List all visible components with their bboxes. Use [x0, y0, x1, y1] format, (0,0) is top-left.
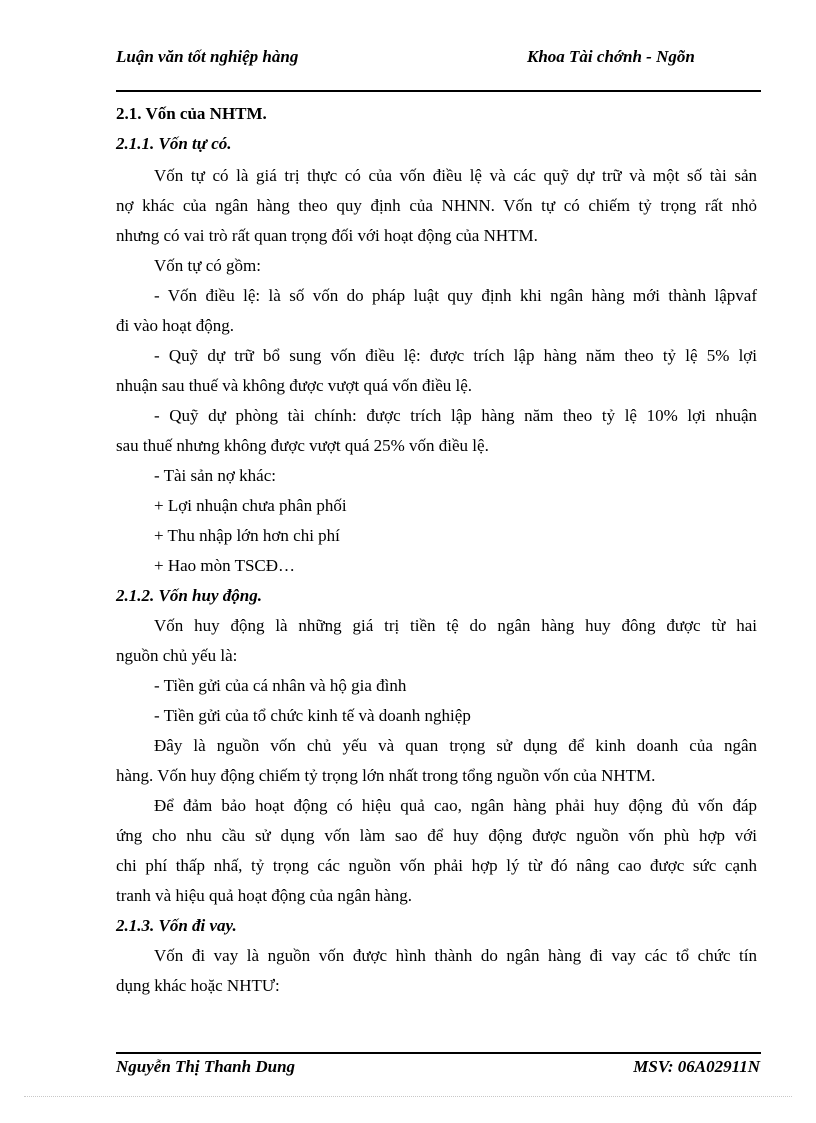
- paragraph-line: Đây là nguồn vốn chủ yếu và quan trọng sử dụng để kinh doanh của ngân: [154, 736, 757, 755]
- paragraph-line: nợ khác của ngân hàng theo quy định của NHNN. Vốn tự có chiếm tỷ trọng rất nhỏ: [116, 196, 757, 215]
- subsection-heading-2-1-1: 2.1.1. Vốn tự có.: [116, 134, 232, 153]
- paragraph-line: ứng cho nhu cầu sử dụng vốn làm sao để huy động được nguồn vốn phù hợp với: [116, 826, 757, 845]
- header-thesis-title: Luận văn tốt nghiệp hàng: [116, 47, 299, 66]
- paragraph-line: Vốn đi vay là nguồn vốn được hình thành do ngân hàng đi vay các tổ chức tín: [154, 946, 757, 965]
- page-header: [116, 46, 761, 90]
- paragraph-line: dụng khác hoặc NHTƯ:: [116, 976, 280, 995]
- list-item-line: + Thu nhập lớn hơn chi phí: [154, 526, 340, 545]
- list-item-line: - Quỹ dự trữ bổ sung vốn điều lệ: được trích lập hàng năm theo tỷ lệ 5% lợi: [154, 346, 757, 365]
- header-faculty: Khoa Tài chớnh - Ngõn: [527, 47, 695, 66]
- subsection-heading-2-1-3: 2.1.3. Vốn đi vay.: [116, 916, 237, 935]
- subsection-heading-2-1-2: 2.1.2. Vốn huy động.: [116, 586, 262, 605]
- paragraph-line: tranh và hiệu quả hoạt động của ngân hàng.: [116, 886, 412, 905]
- footer-author: Nguyễn Thị Thanh Dung: [116, 1057, 296, 1076]
- paragraph-line: Vốn huy động là những giá trị tiền tệ do ngân hàng huy đông được từ hai: [154, 616, 757, 635]
- paragraph-line: nhưng có vai trò rất quan trọng đối với hoạt động của NHTM.: [116, 226, 538, 245]
- paragraph-line: nguồn chủ yếu là:: [116, 646, 238, 665]
- list-item-line: - Quỹ dự phòng tài chính: được trích lập hàng năm theo tỷ lệ 10% lợi nhuận: [154, 406, 757, 425]
- page-bottom-dotted-line: [24, 1096, 792, 1097]
- list-item-line: - Tiền gửi của cá nhân và hộ gia đình: [154, 676, 407, 695]
- section-heading-2-1: 2.1. Vốn của NHTM.: [116, 104, 267, 123]
- list-item-line: + Hao mòn TSCĐ…: [154, 556, 296, 575]
- list-item-line: đi vào hoạt động.: [116, 316, 235, 335]
- list-item-line: + Lợi nhuận chưa phân phối: [154, 496, 347, 515]
- list-item-line: nhuận sau thuế và không được vượt quá vốn điều lệ.: [116, 376, 473, 395]
- list-item-line: sau thuế nhưng không được vượt quá 25% vốn điều lệ.: [116, 436, 489, 455]
- header-divider: [116, 90, 761, 92]
- footer-student-id: MSV: 06A02911N: [633, 1057, 760, 1076]
- paragraph-line: Vốn tự có là giá trị thực có của vốn điều lệ và các quỹ dự trữ và một số tài sản: [154, 166, 757, 185]
- list-item-line: - Tài sản nợ khác:: [154, 466, 276, 485]
- list-item-line: - Tiền gửi của tổ chức kinh tế và doanh nghiệp: [154, 706, 471, 725]
- footer-divider: [116, 1052, 761, 1054]
- paragraph-line: chi phí thấp nhấ, tỷ trọng các nguồn vốn phải hợp lý từ đó nâng cao được sức cạnh: [116, 856, 757, 875]
- list-item-line: - Vốn điều lệ: là số vốn do pháp luật quy định khi ngân hàng mới thành lậpvaf: [154, 286, 757, 305]
- paragraph-line: Vốn tự có gồm:: [154, 256, 261, 275]
- paragraph-line: Để đảm bảo hoạt động có hiệu quả cao, ngân hàng phải huy động đủ vốn đáp: [154, 796, 757, 815]
- paragraph-line: hàng. Vốn huy động chiếm tỷ trọng lớn nhất trong tổng nguồn vốn của NHTM.: [116, 766, 656, 785]
